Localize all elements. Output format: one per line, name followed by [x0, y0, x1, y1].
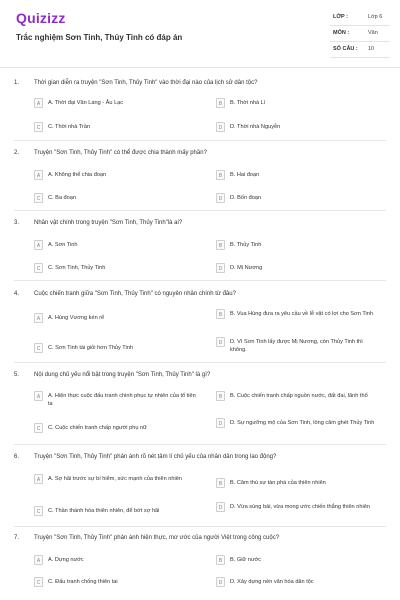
option-text: D. Bốn đoạn — [230, 195, 262, 201]
question-text: Nhân vật chính trong truyện "Sơn Tinh, Thủy Tinh"là ai? — [34, 220, 183, 226]
option-text: C. Đấu tranh chống thiên tai — [48, 579, 118, 585]
question-divider — [14, 140, 386, 141]
option-text: D. Thời nhà Nguyễn — [230, 124, 281, 130]
question-divider — [14, 362, 386, 363]
option-letter-box: D — [216, 263, 225, 273]
question-text: Cuộc chiến tranh giữa "Sơn Tinh, Thủy Tinh" có nguyên nhân chính từ đâu? — [34, 291, 236, 297]
option-letter-box: C — [34, 263, 43, 273]
meta-label: LỚP : — [333, 14, 348, 20]
option-text: C. Cuộc chiến tranh chấp người phụ nữ — [48, 425, 147, 431]
meta-value: 10 — [368, 46, 375, 52]
option-text: D. Sự ngưỡng mộ của Sơn Tinh, lòng căm ghét Thủy Tinh — [230, 420, 375, 426]
quiz-meta-table — [330, 12, 390, 60]
question-divider — [14, 444, 386, 445]
question-divider — [14, 526, 386, 527]
question-text: Truyện "Sơn Tinh, Thủy Tinh" có thể được chia thành mấy phần? — [34, 150, 207, 156]
question-number: 2. — [14, 150, 20, 156]
option-text: B. Vua Hùng đưa ra yêu cầu về lễ vật có lợi cho Sơn Tinh — [230, 311, 374, 317]
option-letter-box: A — [34, 98, 43, 108]
option-letter-box: C — [34, 122, 43, 132]
option-letter-box: B — [216, 240, 225, 250]
header — [0, 0, 400, 64]
option-letter-box: D — [216, 577, 225, 587]
option-text: C. Sơn Tinh, Thủy Tinh — [48, 265, 106, 271]
meta-row-subject — [330, 28, 390, 42]
option-text: B. Cuộc chiến tranh chấp nguồn nước, đất đai, lãnh thổ — [230, 393, 368, 399]
option-text: D. Mị Nương — [230, 265, 263, 271]
question-divider — [14, 280, 386, 281]
question-number: 3. — [14, 220, 20, 226]
option-text: C. Thần thánh hóa thiên nhiên, để bớt sợ hãi — [48, 508, 160, 514]
option-letter-box: A — [34, 240, 43, 250]
option-text: D. Vừa sùng bái, vừa mong ước chiến thắng thiên nhiên — [230, 504, 370, 510]
question-text: Thời gian diễn ra truyện "Sơn Tinh, Thủy Tinh" vào thời đại nào của lịch sử dân tộc? — [34, 80, 258, 86]
option-letter-box: C — [34, 343, 43, 353]
option-letter-box: B — [216, 391, 225, 401]
option-text: A. Thời đại Văn Lang - Âu Lạc — [48, 100, 124, 106]
option-letter-box: B — [216, 555, 225, 565]
header-divider — [0, 67, 400, 68]
meta-label: SỐ CÂU : — [333, 46, 358, 52]
option-text: A. Sợ hãi trước sự bí hiểm, sức mạnh của thiên nhiên — [48, 476, 182, 482]
option-text: C. Ba đoạn — [48, 195, 76, 201]
option-letter-box: C — [34, 423, 43, 433]
question-number: 1. — [14, 80, 20, 86]
question-text: Truyện "Sơn Tinh, Thủy Tinh" phản ánh hiện thực, mơ ước của người Việt trong công cuộc? — [34, 535, 280, 541]
option-text: A. Hùng Vương kén rể — [48, 315, 105, 321]
meta-row-count — [330, 44, 390, 58]
meta-row-grade — [330, 12, 390, 26]
option-letter-box: D — [216, 418, 225, 428]
option-letter-box: A — [34, 555, 43, 565]
option-letter-box: B — [216, 98, 225, 108]
option-text: A. Dựng nước — [48, 557, 84, 563]
option-letter-box: B — [216, 478, 225, 488]
question-number: 5. — [14, 372, 20, 378]
page-title: Trắc nghiệm Sơn Tinh, Thủy Tinh có đáp án — [16, 33, 183, 42]
option-text: A. Hiện thực cuộc đấu tranh chinh phục tự nhiên của tổ tiên ta — [48, 393, 196, 407]
option-text: C. Sơn Tinh tài giỏi hơn Thủy Tinh — [48, 345, 133, 351]
question-number: 7. — [14, 535, 20, 541]
option-letter-box: A — [34, 313, 43, 323]
option-letter-box: C — [34, 577, 43, 587]
option-text: B. Thời nhà Lí — [230, 100, 266, 106]
question-text: Truyện "Sơn Tinh, Thủy Tinh" phản ánh rõ nét tâm lí chủ yếu của nhân dân trong lao động? — [34, 454, 277, 460]
question-text: Nội dung chủ yếu nổi bật trong truyện "Sơn Tinh, Thủy Tinh" là gì? — [34, 372, 211, 378]
option-text: B. Căm thù sự tàn phá của thiên nhiên — [230, 480, 326, 486]
option-letter-box: A — [34, 170, 43, 180]
meta-label: MÔN : — [333, 30, 350, 36]
option-letter-box: C — [34, 193, 43, 203]
option-text: B. Hai đoạn — [230, 172, 260, 178]
option-text: D. Xây dựng nền văn hóa dân tộc — [230, 579, 314, 585]
question-number: 6. — [14, 454, 20, 460]
option-letter-box: D — [216, 193, 225, 203]
option-text: B. Giữ nước — [230, 557, 262, 563]
meta-value: Văn — [368, 30, 378, 36]
option-text: C. Thời nhà Trần — [48, 124, 91, 130]
question-number: 4. — [14, 291, 20, 297]
question-divider — [14, 210, 386, 211]
option-letter-box: D — [216, 502, 225, 512]
option-letter-box: A — [34, 391, 43, 401]
option-letter-box: C — [34, 506, 43, 516]
option-letter-box: B — [216, 170, 225, 180]
option-text: B. Thủy Tinh — [230, 242, 262, 248]
option-text: A. Sơn Tinh — [48, 242, 78, 248]
option-text: D. Vì Sơn Tinh lấy được Mị Nương, còn Thủy Tinh thì không. — [230, 339, 363, 353]
option-letter-box: B — [216, 309, 225, 319]
quizizz-logo[interactable]: Quizizz — [16, 10, 66, 26]
meta-value: Lớp 6 — [368, 14, 383, 20]
option-letter-box: D — [216, 337, 225, 347]
option-letter-box: D — [216, 122, 225, 132]
option-text: A. Không thể chia đoạn — [48, 172, 107, 178]
option-letter-box: A — [34, 474, 43, 484]
